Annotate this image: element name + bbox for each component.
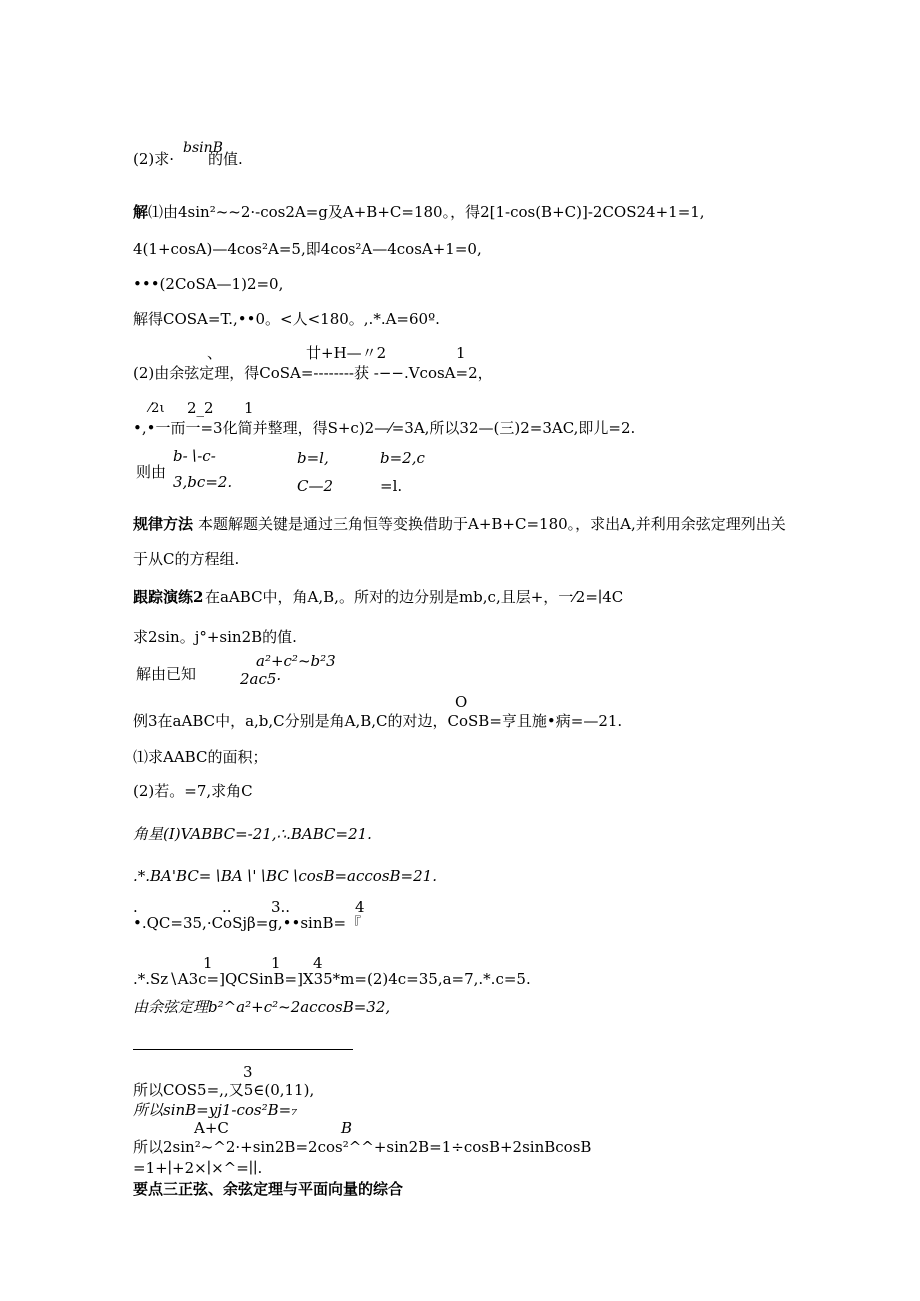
fraction-numerator-2: 廿+H—〃2 bbox=[306, 344, 387, 362]
answer-line-2: 所以sinB=yj1-cos²B=₇ bbox=[133, 1101, 298, 1119]
fragment-dots: .. bbox=[222, 898, 232, 916]
method-text-2: 于从C的方程组. bbox=[133, 550, 240, 568]
fraction-numerator-6: A+C bbox=[194, 1119, 229, 1137]
fragment-fraction-3: 3.. bbox=[271, 898, 291, 916]
separator-rule bbox=[133, 1049, 353, 1050]
system-row-2-left: 3,bc=2. bbox=[173, 473, 233, 491]
example-3-solution-2: .*.BA'BC=∖BA∖'∖BC∖cosB=accosB=21. bbox=[133, 867, 437, 885]
solution-line-3: •••(2CoSA—1)2=0, bbox=[133, 275, 284, 293]
fragment-mark: 、 bbox=[207, 344, 223, 362]
fragment-dot: . bbox=[133, 898, 138, 916]
fraction-numerator: bsinB bbox=[183, 140, 223, 156]
example-3-solution-3: •.QC=35,·CoSjβ=g,••sinB=『 bbox=[133, 914, 362, 932]
solution-part-2-line-1: (2)由余弦定理，得CoSA=--------获 -−−.VcosA=2， bbox=[133, 364, 493, 382]
fraction-numerator-5: 3 bbox=[243, 1063, 253, 1081]
system-row-2-right: =l. bbox=[380, 477, 403, 495]
then-label: 则由 bbox=[136, 463, 167, 481]
example-3: 例3在aABC中，a,b,C分别是角A,B,C的对边，CoSB=亨且施•病=—21. bbox=[133, 712, 623, 730]
solution-line-1: ⑴由4sin²~~2·-cos2A=g及A+B+C=180。，得2[1-cos(B+C)]-2COS24+1=1, bbox=[148, 203, 705, 221]
system-row-2-mid: C—2 bbox=[297, 477, 334, 495]
fraction-numerator-3: 1 bbox=[456, 344, 466, 362]
example-3-solution-4: .*.Sz∖A3c=]QCSinB=]X35*m=(2)4c=35,a=7,.*.c=5. bbox=[133, 970, 531, 988]
solution-part-2-line-2: •,•一而一=3化简并整理，得S+c)2—⁄=3A,所以32—(三)2=3AC,即儿=2. bbox=[133, 419, 636, 437]
answer-line-4: =1+∣+2×∣×^=∣∣. bbox=[133, 1159, 263, 1177]
solution-line-4: 解得COSA=T.,••0。<人<180。,.*.A=60º. bbox=[133, 310, 440, 328]
fragment-one-b: 1 bbox=[271, 954, 281, 972]
solution-line-2: 4(1+cosA)—4cos²A=5,即4cos²A—4cosA+1=0, bbox=[133, 240, 482, 258]
answer-line-3: 所以2sin²~^2·+sin2B=2cos²^^+sin2B=1÷cosB+2sinBcosB bbox=[133, 1138, 592, 1156]
fraction-numerator-4: a²+c²~b²3 bbox=[256, 652, 336, 670]
fragment-numerator-b: 2_2 bbox=[187, 399, 214, 417]
fragment-one-a: 1 bbox=[203, 954, 213, 972]
solution-label: 解 bbox=[133, 203, 149, 221]
system-row-1-right: b=2,c bbox=[380, 449, 425, 467]
fraction-denominator-4: 2ac5· bbox=[240, 670, 282, 688]
practice-solution: 解由已知 bbox=[136, 665, 197, 683]
fragment-four: 4 bbox=[313, 954, 323, 972]
fragment-numerator-c: 1 bbox=[244, 399, 254, 417]
question-part-2: (2)求· bbox=[133, 150, 175, 168]
method-text: 本题解题关键是通过三角恒等变换借助于A+B+C=180。，求出A,并利用余弦定理列出关 bbox=[198, 515, 786, 533]
example-3-solution-1: 角星(I)VABBC=-21,∴.BABC=21. bbox=[133, 825, 372, 843]
vector-mark: O bbox=[455, 693, 468, 711]
method-label: 规律方法 bbox=[133, 515, 194, 533]
question-part-2-tail: 的值. bbox=[208, 150, 243, 168]
practice-text-2: 求2sin。j°+sin2B的值. bbox=[133, 628, 297, 646]
fraction-numerator-7: B bbox=[341, 1119, 353, 1137]
example-3-part-1: ⑴求AABC的面积； bbox=[133, 748, 268, 766]
answer-line-1: 所以COS5=,,又5∈(0,11), bbox=[133, 1081, 315, 1099]
practice-label: 跟踪演练2 bbox=[133, 588, 204, 606]
fragment-numerator-a: ⁄2ι bbox=[149, 401, 165, 416]
fragment-fraction-4: 4 bbox=[355, 898, 365, 916]
section-heading: 要点三正弦、余弦定理与平面向量的综合 bbox=[133, 1180, 404, 1198]
system-row-1-mid: b=l, bbox=[297, 449, 329, 467]
practice-text: 在aABC中，角A,B,。所对的边分别是mb,c,且层+，一⁄2=∣4C bbox=[205, 588, 624, 606]
example-3-part-2: (2)若。=7,求角C bbox=[133, 782, 253, 800]
example-3-solution-5: 由余弦定理b²^a²+c²~2accosB=32, bbox=[133, 998, 391, 1016]
system-row-1-left: b-∖-c- bbox=[173, 447, 216, 465]
